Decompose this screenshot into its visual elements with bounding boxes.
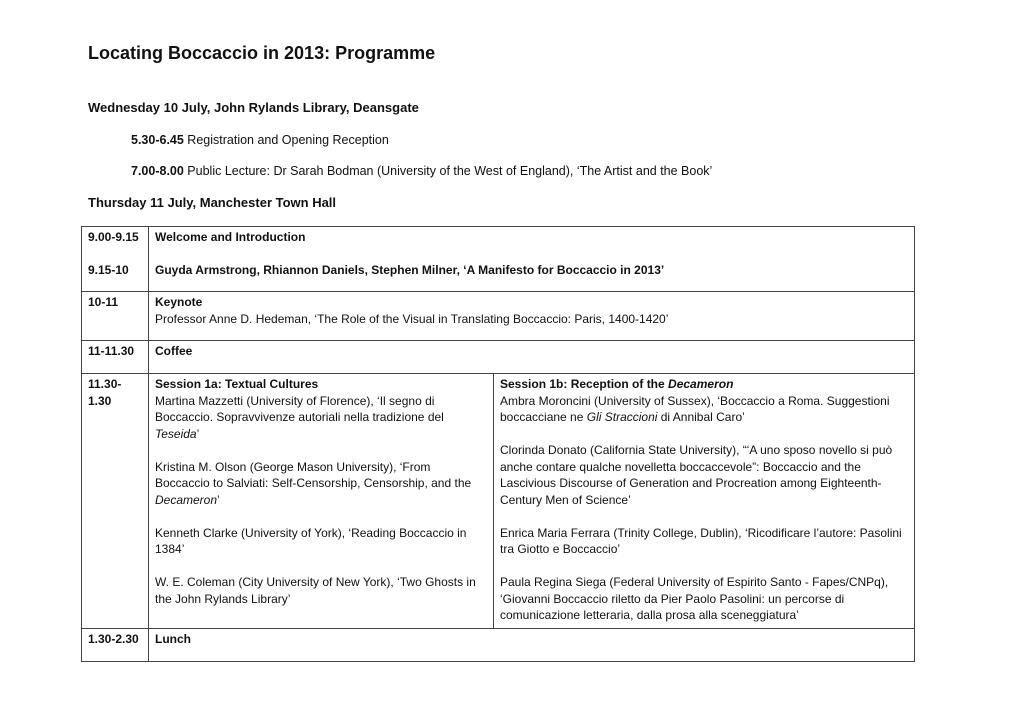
- paper-ferrara: Enrica Maria Ferrara (Trinity College, Dublin), ‘Ricodificare l’autore: Pasolini tra Giotto e Boccaccio’: [500, 525, 902, 556]
- time-keynote: 10-11: [82, 292, 149, 341]
- paper-mazzetti: Martina Mazzetti (University of Florence), ‘Il segno di Boccaccio. Sopravvivenze autoriali nella tradizione del Teseida’: [155, 393, 444, 441]
- paper-clarke: Kenneth Clarke (University of York), ‘Reading Boccaccio in 1384’: [155, 525, 467, 556]
- session-1a: [149, 374, 494, 629]
- event-time: 7.00-8.00: [131, 164, 184, 178]
- welcome-text: Welcome and Introduction: [155, 230, 306, 244]
- wednesday-heading: Wednesday 10 July, John Rylands Library, Deansgate: [88, 100, 419, 115]
- event-text: Public Lecture: Dr Sarah Bodman (University of the West of England), ‘The Artist and the Book’: [183, 164, 713, 178]
- table-row-lunch: [82, 628, 915, 661]
- time-manifesto: 9.15-10: [88, 262, 129, 277]
- schedule-table: [81, 226, 915, 662]
- table-row-welcome: [82, 227, 915, 292]
- keynote-text: Professor Anne D. Hedeman, ‘The Role of the Visual in Translating Boccaccio: Paris, 1400-1420’: [155, 311, 669, 326]
- time-cell: [82, 374, 149, 629]
- time-cell: [82, 227, 149, 292]
- coffee-label: Coffee: [149, 341, 915, 374]
- paper-olson: Kristina M. Olson (George Mason University), ‘From Boccaccio to Salviati: Self-Censorship, Censorship, and the Decameron’: [155, 459, 472, 507]
- lunch-label: Lunch: [149, 628, 915, 661]
- keynote-label: Keynote: [155, 295, 203, 309]
- time-sessions-start: 11.30-: [88, 377, 122, 391]
- time-lunch: 1.30-2.30: [82, 628, 149, 661]
- time-sessions-end: 1.30: [88, 393, 112, 408]
- time-welcome: 9.00-9.15: [88, 230, 139, 244]
- page-title: Locating Boccaccio in 2013: Programme: [88, 43, 436, 63]
- session-1a-heading: Session 1a: Textual Cultures: [155, 377, 319, 391]
- table-row-sessions: [82, 374, 915, 629]
- event-registration: [131, 133, 389, 147]
- table-row-keynote: [82, 292, 915, 341]
- paper-donato: Clorinda Donato (California State University), “‘A uno sposo novello si può anche contare qualche novelletta boccaccevole”: Boccaccio and the Lascivious Discourse of Generation and Procreation among Eighteenth-Century Men of Science’: [500, 443, 893, 507]
- content-cell: [149, 292, 915, 341]
- paper-siega: Paula Regina Siega (Federal University of Espirito Santo - Fapes/CNPq), ‘Giovanni Boccaccio riletto da Pier Paolo Pasolini: un percorse di comunicazione letteraria, dalla prosa alla sceneggiatura’: [500, 575, 889, 622]
- session-1b-heading: Session 1b: Reception of the Decameron: [500, 377, 734, 391]
- manifesto-text: Guyda Armstrong, Rhiannon Daniels, Stephen Milner, ‘A Manifesto for Boccaccio in 2013’: [155, 262, 665, 277]
- table-row-coffee: [82, 341, 915, 374]
- session-1b: [494, 374, 915, 629]
- event-public-lecture: [131, 164, 712, 178]
- event-time: 5.30-6.45: [131, 133, 184, 147]
- paper-coleman: W. E. Coleman (City University of New York), ‘Two Ghosts in the John Rylands Library’: [155, 575, 476, 606]
- thursday-heading: Thursday 11 July, Manchester Town Hall: [88, 195, 337, 210]
- content-cell: [149, 227, 915, 292]
- time-coffee: 11-11.30: [82, 341, 149, 374]
- event-text: Registration and Opening Reception: [183, 133, 389, 147]
- paper-moroncini: Ambra Moroncini (University of Sussex), ‘Boccaccio a Roma. Suggestioni boccacciane ne Gli Straccioni di Annibal Caro’: [500, 393, 890, 424]
